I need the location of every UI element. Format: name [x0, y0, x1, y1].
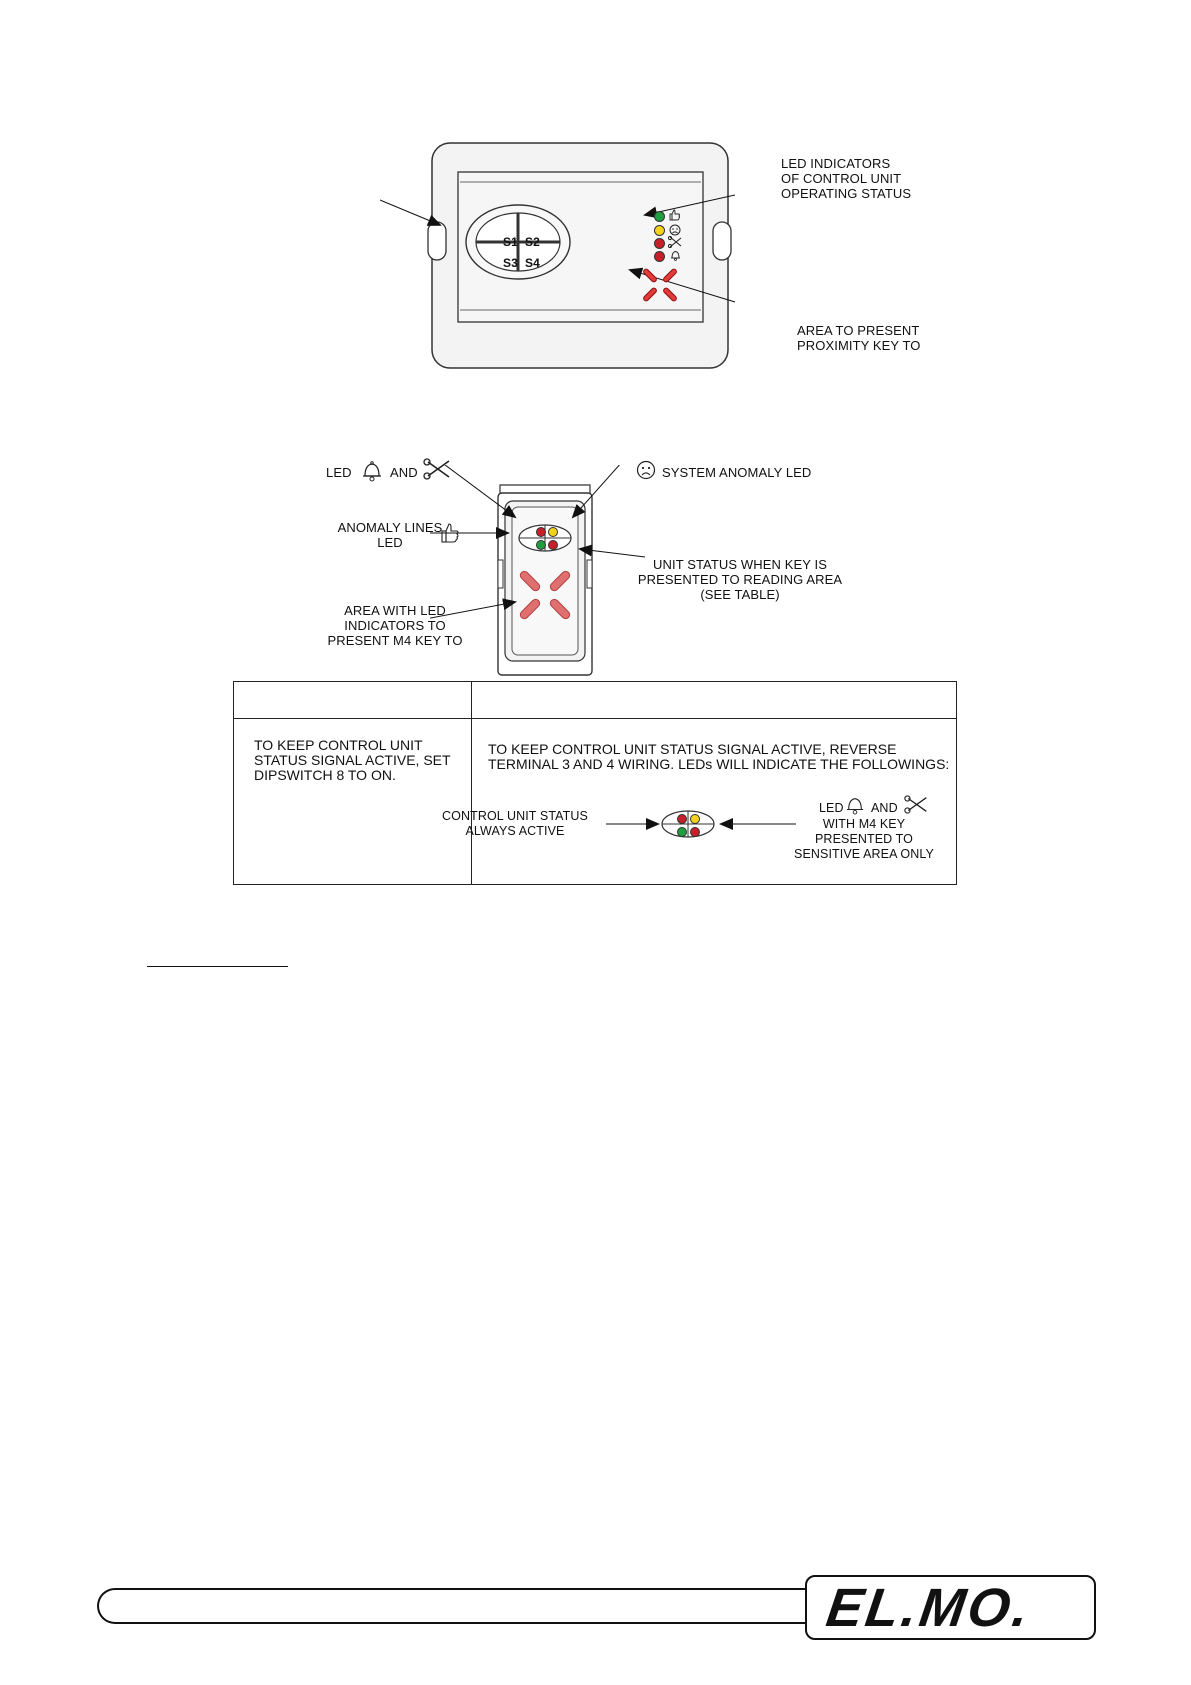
sad-face-icon	[669, 224, 681, 236]
status-always-active-label: CONTROL UNIT STATUS ALWAYS ACTIVE	[442, 809, 588, 838]
bell-icon	[846, 795, 864, 815]
status-led-red-1	[654, 238, 665, 249]
thumbs-up-icon	[669, 209, 681, 221]
label-anomaly-lines: ANOMALY LINES LED	[337, 520, 443, 550]
scissors-icon	[668, 236, 682, 248]
bell-icon	[362, 460, 382, 482]
label-system-anomaly: SYSTEM ANOMALY LED	[662, 465, 812, 480]
key-label-text: WITH M4 KEY PRESENTED TO SENSITIVE AREA ONLY	[794, 817, 934, 861]
options-table	[233, 681, 957, 885]
reader-led-green	[536, 540, 546, 550]
table-cell-right: TO KEEP CONTROL UNIT STATUS SIGNAL ACTIVE, REVERSE TERMINAL 3 AND 4 WIRING. LEDs WILL INDICATE THE FOLLOWINGS:	[488, 741, 950, 772]
bell-icon	[670, 249, 681, 261]
reader-led-red-bottom	[548, 540, 558, 550]
reader-led-red-top	[536, 527, 546, 537]
keypad-panel-diagram	[380, 130, 800, 380]
callout-led-indicators: LED INDICATORS OF CONTROL UNIT OPERATING STATUS	[781, 156, 912, 201]
label-area-leds: AREA WITH LED INDICATORS TO PRESENT M4 KEY TO	[327, 603, 463, 648]
elmo-logo: EL.MO.	[822, 1578, 1036, 1638]
key-label-led: LED	[819, 801, 844, 815]
reader-led-yellow	[548, 527, 558, 537]
status-led-green	[654, 211, 665, 222]
callout-proximity-area: AREA TO PRESENT PROXIMITY KEY TO	[797, 323, 921, 353]
table-led-red-top	[677, 814, 687, 824]
label-led: LED	[326, 465, 352, 480]
button-s1-label: S1	[503, 235, 518, 249]
thumbs-up-icon	[440, 522, 460, 544]
footer-bar	[97, 1588, 817, 1624]
proximity-area-marks	[640, 265, 680, 305]
status-led-red-2	[654, 251, 665, 262]
button-s4-label: S4	[525, 256, 540, 270]
section-heading-underline	[147, 966, 288, 967]
scissors-icon	[423, 458, 451, 480]
table-cell-left: TO KEEP CONTROL UNIT STATUS SIGNAL ACTIVE, SET DIPSWITCH 8 TO ON.	[254, 737, 451, 783]
footer-logo-box	[805, 1575, 1096, 1640]
label-and: AND	[390, 465, 418, 480]
button-s3-label: S3	[503, 256, 518, 270]
table-column-divider	[471, 682, 472, 884]
button-s2-label: S2	[525, 235, 540, 249]
table-led-yellow	[690, 814, 700, 824]
table-header-row	[234, 682, 956, 719]
status-led-yellow	[654, 225, 665, 236]
table-led-green	[677, 827, 687, 837]
table-led-red-bottom	[690, 827, 700, 837]
sad-face-icon	[636, 460, 656, 480]
scissors-icon	[904, 795, 928, 814]
label-unit-status: UNIT STATUS WHEN KEY IS PRESENTED TO READING AREA (SEE TABLE)	[637, 557, 843, 602]
key-label-and: AND	[871, 801, 898, 815]
